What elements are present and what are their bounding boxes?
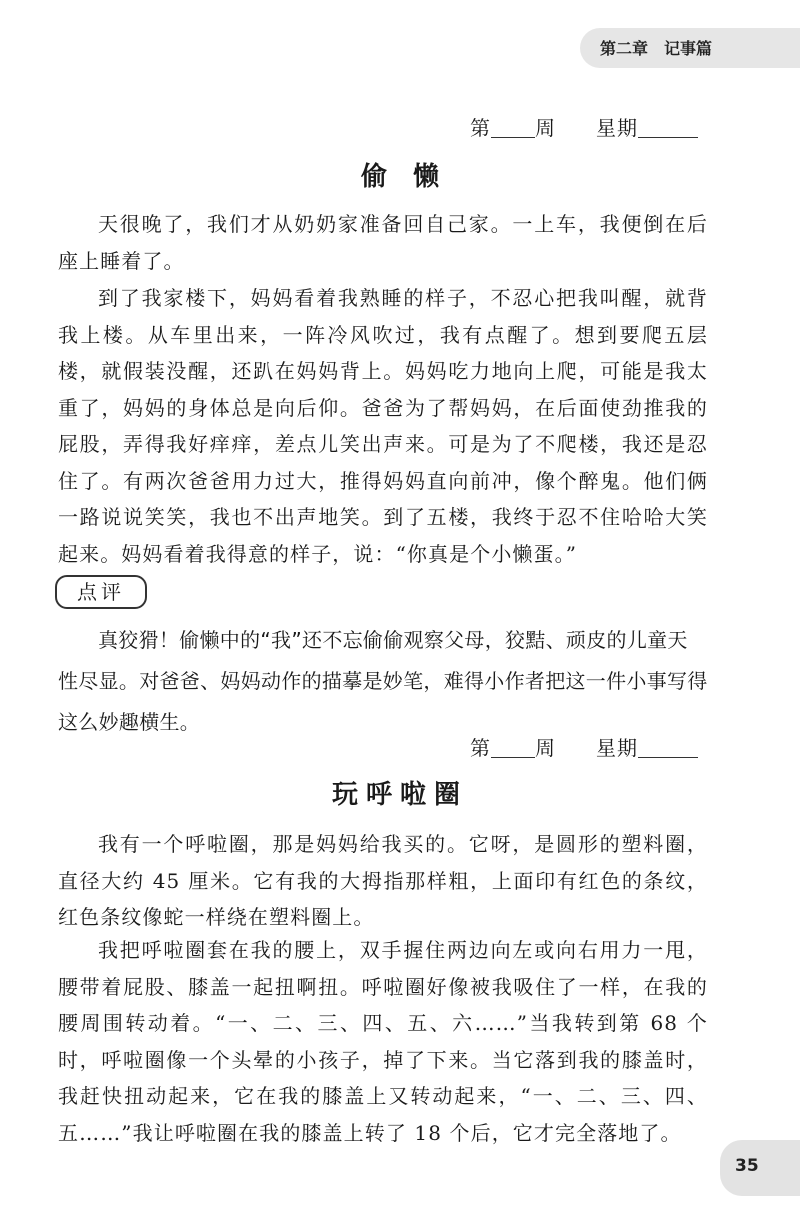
essay2-title: 玩呼啦圈 bbox=[331, 780, 468, 810]
page-number: 35 bbox=[735, 1156, 759, 1176]
chapter-header: 第二章 记事篇 bbox=[600, 39, 713, 58]
essay1-title: 偷 懒 bbox=[360, 162, 439, 192]
essay1-paragraph-2: 到了我家楼下，妈妈看着我熟睡的样子，不忍心把我叫醒，就背我上楼。从车里出来，一阵冷风吹过，我有点醒了。想到要爬五层楼，就假装没醒，还趴在妈妈背上。妈妈吃力地向上爬，可能是我太重了，妈妈的身体总是向后仰。爸爸为了帮妈妈，在后面使劲推我的屁股，弄得我好痒痒，差点儿笑出声来。可是为了不爬楼，我还是忍住了。有两次爸爸用力过大，推得妈妈直向前冲，像个醉鬼。他们俩一路说说笑笑，我也不出声地笑。到了五楼，我终于忍不住哈哈大笑起来。妈妈看着我得意的样子，说：“你真是个小懒蛋。” bbox=[58, 286, 708, 566]
week-blank bbox=[491, 739, 535, 758]
week-prefix: 第 bbox=[470, 736, 491, 760]
weekday-label: 星期 bbox=[596, 116, 638, 140]
essay1-paragraph-1: 天很晚了，我们才从奶奶家准备回自己家。一上车，我便倒在后座上睡着了。 bbox=[58, 212, 708, 273]
weekday-label: 星期 bbox=[596, 736, 638, 760]
essay2-paragraph-1: 我有一个呼啦圈，那是妈妈给我买的。它呀，是圆形的塑料圈，直径大约 45 厘米。它有我的大拇指那样粗，上面印有红色的条纹，红色条纹像蛇一样绕在塑料圈上。 bbox=[58, 832, 708, 929]
essay2-paragraph-2: 我把呼啦圈套在我的腰上，双手握住两边向左或向右用力一甩，腰带着屁股、膝盖一起扭啊扭。呼啦圈好像被我吸住了一样，在我的腰周围转动着。“一、二、三、四、五、六……”当我转到第 68 个时，呼啦圈像一个头晕的小孩子，掉了下来。当它落到我的膝盖时，我赶快扭动起来，它在我的膝盖上又转动起来，“一、二、三、四、五……”我让呼啦圈在我的膝盖上转了 18 个后，它才完全落地了。 bbox=[58, 938, 708, 1145]
weekday-blank bbox=[638, 119, 698, 138]
date-line-essay2 bbox=[470, 732, 698, 761]
weekday-blank bbox=[638, 739, 698, 758]
week-suffix: 周 bbox=[535, 736, 556, 760]
date-line-essay1 bbox=[470, 112, 698, 141]
week-prefix: 第 bbox=[470, 116, 491, 140]
comment-text: 真狡猾！偷懒中的“我”还不忘偷偷观察父母，狡黠、顽皮的儿童天性尽显。对爸爸、妈妈动作的描摹是妙笔，难得小作者把这一件小事写得这么妙趣横生。 bbox=[58, 628, 708, 734]
comment-label: 点评 bbox=[55, 575, 147, 609]
page-number-tab bbox=[720, 1140, 800, 1196]
week-blank bbox=[491, 119, 535, 138]
week-suffix: 周 bbox=[535, 116, 556, 140]
